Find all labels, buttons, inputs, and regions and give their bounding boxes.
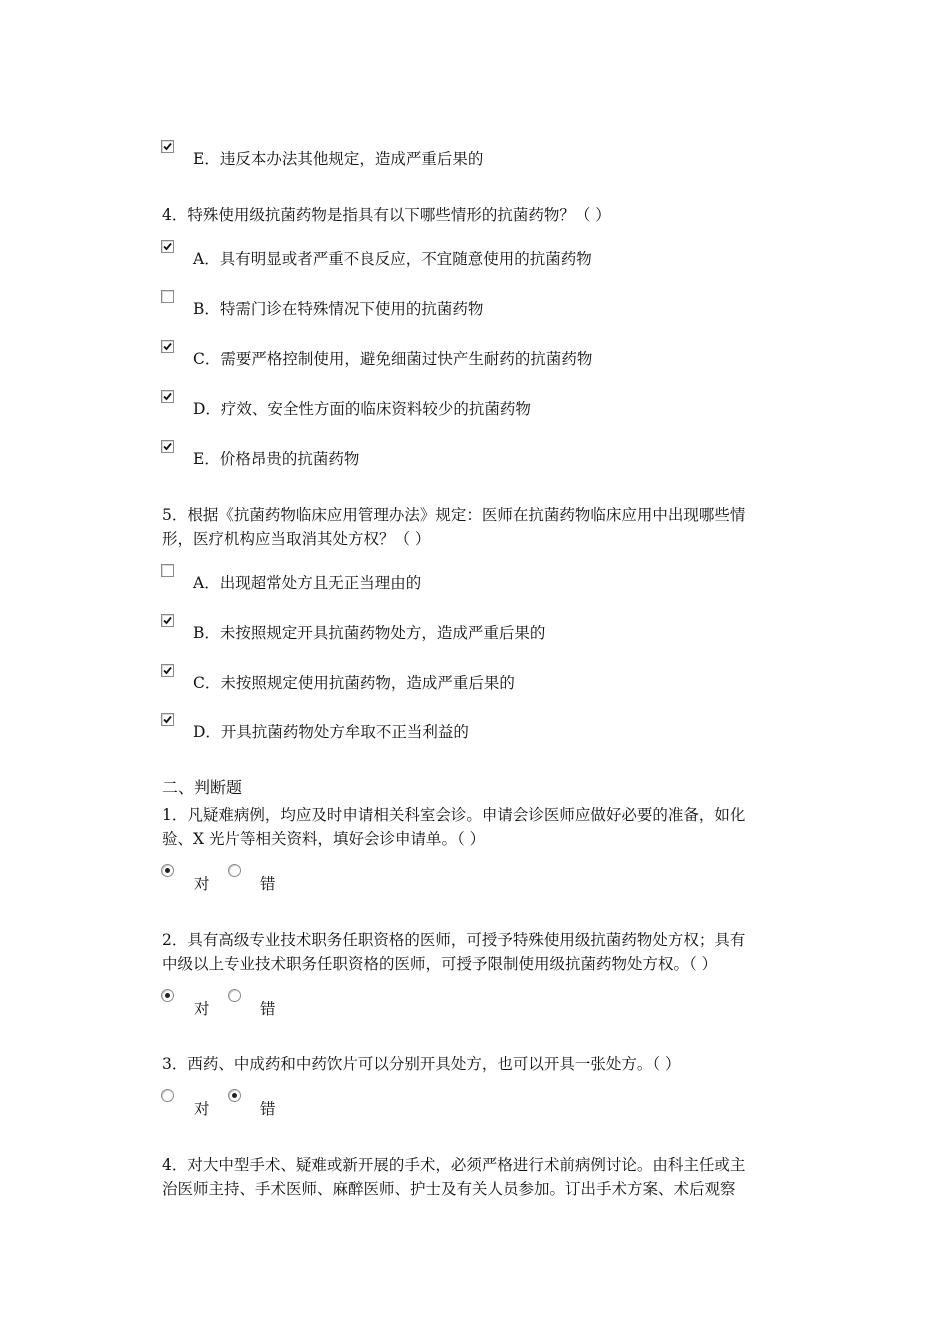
- checkbox-q4-e[interactable]: [161, 440, 174, 453]
- checkbox-q5-b[interactable]: [161, 614, 174, 627]
- radio-tf3-false-label: 错: [260, 1100, 276, 1118]
- checkmark-icon: [163, 142, 172, 151]
- question-5-line1: 5．根据《抗菌药物临床应用管理办法》规定：医师在抗菌药物临床应用中出现哪些情: [162, 506, 746, 524]
- tf-question-4-line1: 4．对大中型手术、疑难或新开展的手术，必须严格进行术前病例讨论。由科主任或主: [162, 1156, 746, 1174]
- option-q4-a: A．具有明显或者严重不良反应，不宜随意使用的抗菌药物: [193, 250, 592, 268]
- checkbox-q4-b[interactable]: [161, 290, 174, 303]
- option-q5-a: A．出现超常处方且无正当理由的: [193, 574, 422, 592]
- checkbox-q5-d[interactable]: [161, 713, 174, 726]
- checkmark-icon: [163, 616, 172, 625]
- tf-question-1-line1: 1．凡疑难病例，均应及时申请相关科室会诊。申请会诊医师应做好必要的准备，如化: [162, 806, 746, 824]
- radio-tf2-false[interactable]: [228, 989, 241, 1002]
- option-q4-b: B．特需门诊在特殊情况下使用的抗菌药物: [193, 300, 484, 318]
- radio-tf2-true[interactable]: [161, 989, 174, 1002]
- checkbox-q4-d[interactable]: [161, 390, 174, 403]
- radio-tf3-false[interactable]: [228, 1089, 241, 1102]
- option-q4-d: D．疗效、安全性方面的临床资料较少的抗菌药物: [193, 400, 531, 418]
- question-4: 4．特殊使用级抗菌药物是指具有以下哪些情形的抗菌药物？（ ）: [162, 206, 611, 224]
- checkmark-icon: [163, 442, 172, 451]
- radio-tf1-false-label: 错: [260, 875, 276, 893]
- checkbox-q5-a[interactable]: [161, 564, 174, 577]
- option-q4-e: E．价格昂贵的抗菌药物: [193, 450, 360, 468]
- radio-tf1-true-label: 对: [194, 875, 210, 893]
- checkbox-q4-c[interactable]: [161, 340, 174, 353]
- checkbox-q4-a[interactable]: [161, 240, 174, 253]
- radio-tf1-true[interactable]: [161, 864, 174, 877]
- option-q4-c: C．需要严格控制使用，避免细菌过快产生耐药的抗菌药物: [193, 350, 593, 368]
- question-5-line2: 形，医疗机构应当取消其处方权？（ ）: [162, 530, 431, 548]
- checkmark-icon: [163, 666, 172, 675]
- checkmark-icon: [163, 342, 172, 351]
- option-q3-e: E．违反本办法其他规定，造成严重后果的: [193, 150, 484, 168]
- checkbox-q3-e[interactable]: [161, 140, 174, 153]
- radio-tf1-false[interactable]: [228, 864, 241, 877]
- tf-question-2-line1: 2．具有高级专业技术职务任职资格的医师，可授予特殊使用级抗菌药物处方权；具有: [162, 931, 746, 949]
- checkmark-icon: [163, 715, 172, 724]
- section-title-true-false: 二、判断题: [162, 778, 243, 797]
- checkmark-icon: [163, 392, 172, 401]
- tf-question-2-line2: 中级以上专业技术职务任职资格的医师，可授予限制使用级抗菌药物处方权。（ ）: [162, 955, 718, 973]
- radio-selected-dot: [165, 868, 170, 873]
- radio-tf2-true-label: 对: [194, 1000, 210, 1018]
- checkbox-q5-c[interactable]: [161, 664, 174, 677]
- checkmark-icon: [163, 242, 172, 251]
- radio-selected-dot: [165, 993, 170, 998]
- tf-question-1-line2: 验、X 光片等相关资料，填好会诊申请单。（ ）: [162, 830, 486, 848]
- radio-tf2-false-label: 错: [260, 1000, 276, 1018]
- radio-selected-dot: [232, 1093, 237, 1098]
- option-q5-b: B．未按照规定开具抗菌药物处方，造成严重后果的: [193, 624, 546, 642]
- option-q5-c: C．未按照规定使用抗菌药物，造成严重后果的: [193, 674, 515, 692]
- radio-tf3-true-label: 对: [194, 1100, 210, 1118]
- tf-question-3-line1: 3．西药、中成药和中药饮片可以分别开具处方，也可以开具一张处方。（ ）: [162, 1055, 681, 1073]
- option-q5-d: D．开具抗菌药物处方牟取不正当利益的: [193, 723, 469, 741]
- radio-tf3-true[interactable]: [161, 1089, 174, 1102]
- tf-question-4-line2: 治医师主持、手术医师、麻醉医师、护士及有关人员参加。订出手术方案、术后观察: [162, 1180, 736, 1198]
